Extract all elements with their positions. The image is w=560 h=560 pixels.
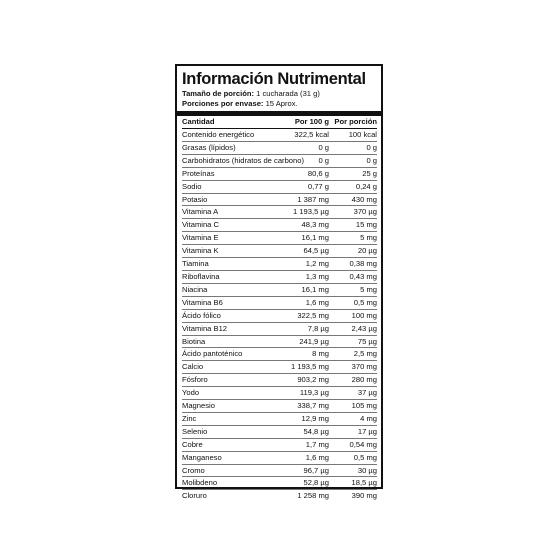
value-per-serving: 30 µg <box>329 464 377 477</box>
table-row <box>182 464 377 477</box>
value-per-serving: 0,5 mg <box>329 296 377 309</box>
value-per-serving: 0 g <box>329 141 377 154</box>
value-per-serving: 37 µg <box>329 387 377 400</box>
value-per-serving: 0,24 g <box>329 180 377 193</box>
table-row <box>182 141 377 154</box>
value-per-serving: 370 mg <box>329 361 377 374</box>
table-row <box>182 245 377 258</box>
value-per-100g: 338,7 mg <box>278 400 329 413</box>
nutrient-name: Biotina <box>182 335 278 348</box>
table-row <box>182 348 377 361</box>
value-per-serving: 105 mg <box>329 400 377 413</box>
table-row <box>182 387 377 400</box>
nutrient-name: Molibdeno <box>182 477 278 490</box>
value-per-100g: 1,3 mg <box>278 270 329 283</box>
nutrient-name: Ácido fólico <box>182 309 278 322</box>
value-per-serving: 75 µg <box>329 335 377 348</box>
value-per-serving: 2,5 mg <box>329 348 377 361</box>
table-row <box>182 451 377 464</box>
value-per-100g: 1 387 mg <box>278 193 329 206</box>
nutrient-name: Ácido pantoténico <box>182 348 278 361</box>
nutrient-name: Vitamina B6 <box>182 296 278 309</box>
table-row <box>182 425 377 438</box>
nutrient-name: Zinc <box>182 412 278 425</box>
nutrient-name: Selenio <box>182 425 278 438</box>
value-per-100g: 1 193,5 mg <box>278 361 329 374</box>
table-row <box>182 335 377 348</box>
value-per-100g: 12,9 mg <box>278 412 329 425</box>
nutrient-name: Contenido energético <box>182 129 278 142</box>
header-quantity: Cantidad <box>182 116 278 129</box>
value-per-serving: 100 kcal <box>329 129 377 142</box>
table-row <box>182 180 377 193</box>
nutrient-name: Carbohidratos (hidratos de carbono) <box>182 154 278 167</box>
nutrient-name: Potasio <box>182 193 278 206</box>
value-per-serving: 17 µg <box>329 425 377 438</box>
value-per-serving: 18,5 µg <box>329 477 377 490</box>
table-row <box>182 322 377 335</box>
nutrient-name: Riboflavina <box>182 270 278 283</box>
table-row <box>182 232 377 245</box>
nutrients-body <box>182 129 377 503</box>
table-row <box>182 400 377 413</box>
table-row <box>182 296 377 309</box>
value-per-100g: 903,2 mg <box>278 374 329 387</box>
nutrient-name: Vitamina E <box>182 232 278 245</box>
nutrient-name: Cromo <box>182 464 278 477</box>
value-per-100g: 0 g <box>278 141 329 154</box>
table-row <box>182 361 377 374</box>
nutrient-name: Proteínas <box>182 167 278 180</box>
value-per-serving: 2,43 µg <box>329 322 377 335</box>
value-per-100g: 48,3 mg <box>278 219 329 232</box>
value-per-100g: 1,6 mg <box>278 451 329 464</box>
servings-per-container <box>182 99 377 109</box>
nutrients-table <box>182 116 377 502</box>
nutrient-name: Vitamina B12 <box>182 322 278 335</box>
nutrient-name: Vitamina K <box>182 245 278 258</box>
table-row <box>182 438 377 451</box>
nutrient-name: Calcio <box>182 361 278 374</box>
table-row <box>182 270 377 283</box>
value-per-serving: 0 g <box>329 154 377 167</box>
table-row <box>182 412 377 425</box>
nutrient-name: Manganeso <box>182 451 278 464</box>
table-row <box>182 219 377 232</box>
nutrient-name: Tiamina <box>182 258 278 271</box>
value-per-serving: 20 µg <box>329 245 377 258</box>
value-per-100g: 119,3 µg <box>278 387 329 400</box>
nutrient-name: Fósforo <box>182 374 278 387</box>
value-per-100g: 1 193,5 µg <box>278 206 329 219</box>
table-row <box>182 477 377 490</box>
nutrient-name: Magnesio <box>182 400 278 413</box>
value-per-100g: 1,6 mg <box>278 296 329 309</box>
table-row <box>182 490 377 502</box>
value-per-100g: 64,5 µg <box>278 245 329 258</box>
nutrient-name: Cobre <box>182 438 278 451</box>
servings-value: 15 Aprox. <box>265 99 298 108</box>
value-per-100g: 0 g <box>278 154 329 167</box>
table-row <box>182 309 377 322</box>
table-row <box>182 374 377 387</box>
nutrient-name: Niacina <box>182 283 278 296</box>
value-per-100g: 322,5 kcal <box>278 129 329 142</box>
value-per-serving: 25 g <box>329 167 377 180</box>
nutrient-name: Cloruro <box>182 491 207 501</box>
value-per-serving: 280 mg <box>329 374 377 387</box>
table-row <box>182 283 377 296</box>
value-per-serving: 5 mg <box>329 232 377 245</box>
label-title: Información Nutrimental <box>182 70 366 88</box>
table-row <box>182 193 377 206</box>
value-per-100g: 54,8 µg <box>278 425 329 438</box>
header-per-100g: Por 100 g <box>278 116 329 129</box>
table-row <box>182 258 377 271</box>
header-per-serving: Por porción <box>329 116 377 129</box>
value-per-serving: 430 mg <box>329 193 377 206</box>
nutrient-name: Yodo <box>182 387 278 400</box>
value-per-100g: 322,5 mg <box>278 309 329 322</box>
serving-size <box>182 89 377 99</box>
nutrient-name: Vitamina C <box>182 219 278 232</box>
value-per-serving: 4 mg <box>329 412 377 425</box>
table-row <box>182 154 377 167</box>
value-per-serving: 15 mg <box>329 219 377 232</box>
value-per-100g: 1,7 mg <box>278 438 329 451</box>
value-per-100g: 80,6 g <box>278 167 329 180</box>
value-per-100g: 16,1 mg <box>278 283 329 296</box>
table-header-row <box>182 116 377 129</box>
value-per-serving: 0,5 mg <box>329 451 377 464</box>
value-per-serving: 0,43 mg <box>329 270 377 283</box>
value-per-serving: 390 mg <box>351 491 377 501</box>
serving-size-value: 1 cucharada (31 g) <box>256 89 320 98</box>
value-per-100g: 7,8 µg <box>278 322 329 335</box>
table-row <box>182 129 377 142</box>
value-per-serving: 0,38 mg <box>329 258 377 271</box>
value-per-100g: 16,1 mg <box>278 232 329 245</box>
value-per-serving: 370 µg <box>329 206 377 219</box>
serving-size-label: Tamaño de porción: <box>182 89 255 98</box>
nutrition-facts-label <box>175 64 383 501</box>
value-per-100g: 8 mg <box>278 348 329 361</box>
nutrient-name: Grasas (lípidos) <box>182 141 278 154</box>
value-per-100g: 1,2 mg <box>278 258 329 271</box>
value-per-serving: 0,54 mg <box>329 438 377 451</box>
value-per-serving: 5 mg <box>329 283 377 296</box>
value-per-100g: 52,8 µg <box>278 477 329 490</box>
servings-label: Porciones por envase: <box>182 99 264 108</box>
nutrient-name: Sodio <box>182 180 278 193</box>
value-per-100g: 96,7 µg <box>278 464 329 477</box>
value-per-100g: 1 258 mg <box>297 491 329 501</box>
nutrient-name: Vitamina A <box>182 206 278 219</box>
value-per-100g: 241,9 µg <box>278 335 329 348</box>
value-per-serving: 100 mg <box>329 309 377 322</box>
table-row <box>182 206 377 219</box>
table-row <box>182 167 377 180</box>
value-per-100g: 0,77 g <box>278 180 329 193</box>
